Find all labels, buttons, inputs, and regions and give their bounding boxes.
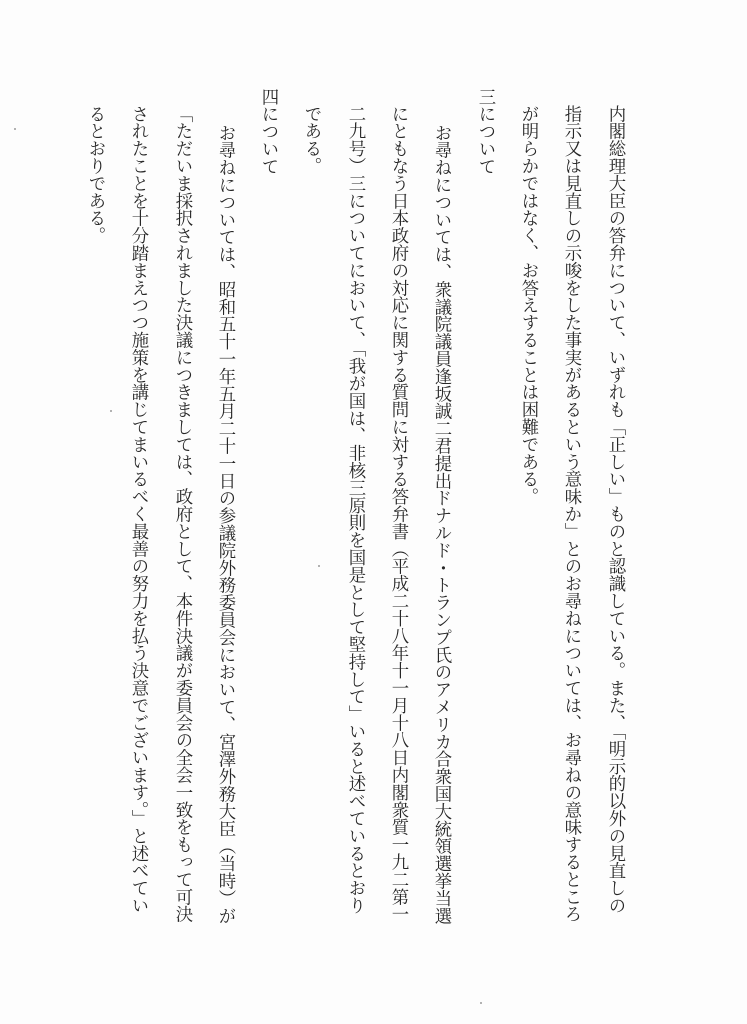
scan-speck bbox=[110, 410, 112, 412]
scan-speck bbox=[480, 1002, 482, 1004]
text-line-3: が明らかではなく、お答えすることは困難である。 bbox=[518, 105, 538, 506]
text-line-5: にともなう日本政府の対応に関する質問に対する答弁書（平成二十八年十一月十八日内閣衆質一九二第一 bbox=[388, 105, 408, 923]
section-heading-3: 三について bbox=[475, 88, 495, 175]
text-line-10: されたことを十分踏まえつつ施策を講じてまいるべく最善の努力を払う決意でございます。」と述べてい bbox=[128, 105, 148, 915]
text-line-2: 指示又は見直しの示唆をした事実があるという意味か」とのお尋ねについては、お尋ねの意味するところ bbox=[561, 105, 581, 923]
scan-speck bbox=[14, 128, 16, 130]
text-line-7: である。 bbox=[301, 105, 321, 175]
text-line-1: 内閣総理大臣の答弁について、いずれも「正しい」ものと認識している。また、「明示的以外の見直しの bbox=[605, 105, 625, 915]
section-heading-4: 四について bbox=[258, 88, 278, 175]
text-line-9: 「ただいま採択されました決議につきましては、政府として、本件決議が委員会の全会一致をもって可決 bbox=[172, 105, 192, 923]
text-line-4: お尋ねについては、衆議院議員逢坂誠二君提出ドナルド・トランプ氏のアメリカ合衆国大統領選挙当選 bbox=[431, 124, 451, 925]
text-line-6: 二九号）三についてにおいて、「我が国は、非核三原則を国是として堅持して」いると述べているとおり bbox=[345, 105, 365, 915]
text-line-11: るとおりである。 bbox=[85, 105, 105, 245]
text-line-8: お尋ねについては、昭和五十一年五月二十一日の参議院外務委員会において、宮澤外務大臣（当時）が bbox=[215, 124, 235, 925]
scan-speck bbox=[318, 565, 320, 567]
